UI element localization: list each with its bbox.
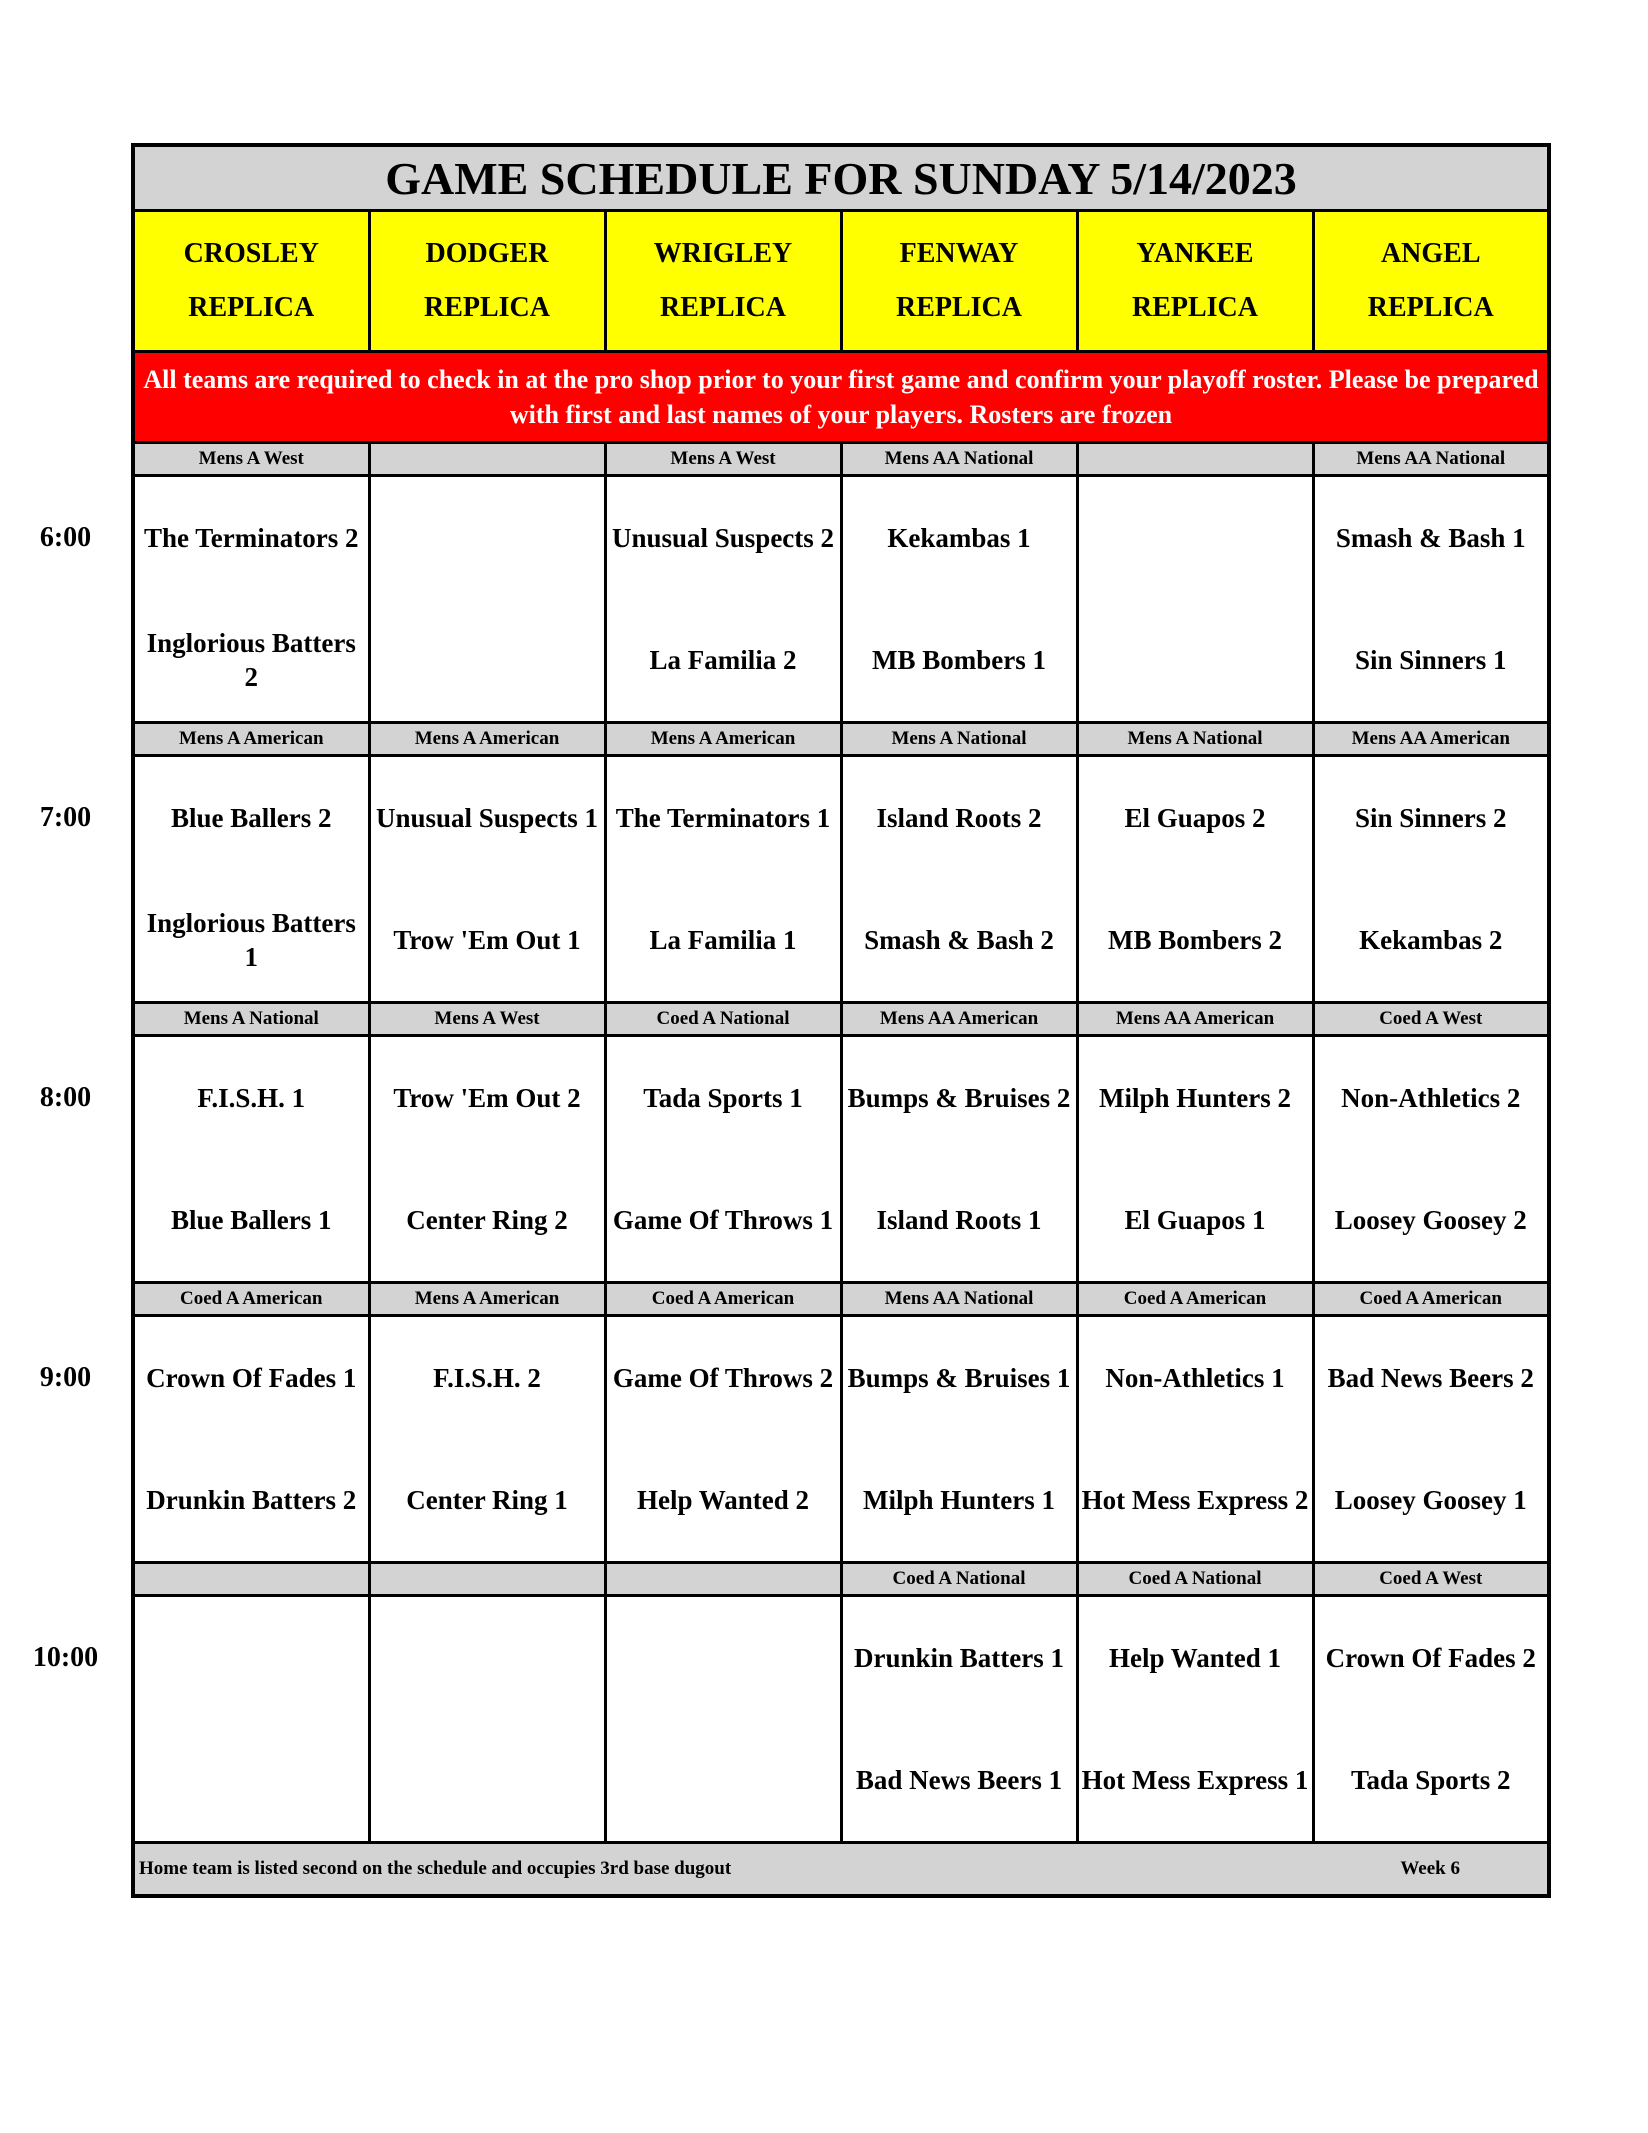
division-label: Mens AA National (1313, 443, 1549, 476)
division-label: Mens A West (133, 443, 369, 476)
division-label: Coed A West (1313, 1563, 1549, 1596)
game-cell (605, 1036, 841, 1283)
division-label: Mens A West (369, 1003, 605, 1036)
home-team: Smash & Bash 2 (864, 925, 1054, 955)
division-label (605, 1563, 841, 1596)
game-cell (369, 1316, 605, 1563)
game-cell (133, 756, 369, 1003)
division-label (133, 1563, 369, 1596)
field-name: ANGEL (1380, 238, 1481, 269)
home-team: Loosey Goosey 2 (1334, 1205, 1527, 1235)
away-team: Island Roots 2 (876, 803, 1042, 833)
game-row (133, 1316, 1549, 1563)
division-label (1077, 443, 1313, 476)
away-team: Non-Athletics 2 (1341, 1083, 1521, 1113)
away-team: Crown Of Fades 1 (146, 1363, 357, 1393)
away-team: Game Of Throws 2 (612, 1363, 834, 1393)
schedule-table (131, 143, 1551, 1898)
game-row (133, 1036, 1549, 1283)
footer-bar (133, 1843, 1549, 1897)
home-team: MB Bombers 1 (872, 645, 1046, 675)
home-team (135, 1719, 368, 1841)
game-cell (605, 1596, 841, 1843)
division-row (133, 443, 1549, 476)
away-team: The Terminators 2 (143, 523, 359, 553)
field-sub: REPLICA (423, 292, 550, 323)
game-cell (133, 1316, 369, 1563)
time-label: 6:00 (39, 522, 92, 553)
field-header (841, 211, 1077, 352)
game-cell (605, 476, 841, 723)
time-label: 7:00 (39, 802, 92, 833)
game-cell (133, 1036, 369, 1283)
away-team: F.I.S.H. 1 (197, 1083, 306, 1113)
division-label: Mens AA American (1313, 723, 1549, 756)
division-label: Mens A National (1077, 723, 1313, 756)
home-team: Hot Mess Express 1 (1081, 1765, 1309, 1795)
division-label: Mens AA National (841, 443, 1077, 476)
away-team: Kekambas 1 (887, 523, 1031, 553)
game-cell (369, 1596, 605, 1843)
away-team (1079, 477, 1312, 599)
game-cell (1077, 476, 1313, 723)
home-team: Inglorious Batters 1 (146, 908, 356, 972)
week-label: Week 6 (1400, 1858, 1460, 1879)
division-label (369, 443, 605, 476)
game-row (133, 1596, 1549, 1843)
home-team: Center Ring 2 (406, 1205, 568, 1235)
away-team: Sin Sinners 2 (1354, 803, 1507, 833)
division-label: Coed A West (1313, 1003, 1549, 1036)
field-header (369, 211, 605, 352)
game-cell (1313, 1316, 1549, 1563)
home-team (371, 599, 604, 721)
game-cell (841, 756, 1077, 1003)
time-label: 10:00 (32, 1642, 99, 1673)
field-name: YANKEE (1136, 238, 1254, 269)
home-team: MB Bombers 2 (1108, 925, 1282, 955)
home-team: Trow 'Em Out 1 (393, 925, 581, 955)
division-label: Mens AA American (1077, 1003, 1313, 1036)
field-name: CROSLEY (183, 238, 319, 269)
field-header (1313, 211, 1549, 352)
away-team: Tada Sports 1 (643, 1083, 803, 1113)
check-in-notice: All teams are required to check in at the pro shop prior to your first game and confirm your playoff roster. Please be prepared with first and last names of your players. Rosters are frozen (133, 352, 1549, 443)
field-name: FENWAY (899, 238, 1019, 269)
division-label: Mens A National (133, 1003, 369, 1036)
division-label: Mens A American (133, 723, 369, 756)
home-team: Hot Mess Express 2 (1081, 1485, 1309, 1515)
time-label: 8:00 (39, 1082, 92, 1113)
home-team: Bad News Beers 1 (855, 1765, 1063, 1795)
home-team (371, 1719, 604, 1841)
division-label: Coed A American (605, 1283, 841, 1316)
away-team: Blue Ballers 2 (171, 803, 332, 833)
field-header-row (133, 211, 1549, 352)
away-team: Smash & Bash 1 (1335, 523, 1526, 553)
home-team: Kekambas 2 (1359, 925, 1503, 955)
away-team: Crown Of Fades 2 (1325, 1643, 1536, 1673)
home-team: Tada Sports 2 (1350, 1765, 1511, 1795)
game-cell (1313, 756, 1549, 1003)
game-cell (605, 1316, 841, 1563)
away-team (371, 477, 604, 599)
away-team: Unusual Suspects 2 (611, 523, 835, 553)
game-cell (1077, 756, 1313, 1003)
home-team: Inglorious Batters 2 (146, 628, 356, 692)
away-team: Bad News Beers 2 (1327, 1363, 1534, 1393)
game-cell (841, 1316, 1077, 1563)
division-label: Mens AA National (841, 1283, 1077, 1316)
division-label: Coed A American (133, 1283, 369, 1316)
home-team: Loosey Goosey 1 (1334, 1485, 1527, 1515)
home-team: El Guapos 1 (1124, 1205, 1266, 1235)
division-label: Coed A National (841, 1563, 1077, 1596)
division-row (133, 1283, 1549, 1316)
field-sub: REPLICA (1367, 292, 1494, 323)
away-team (135, 1597, 368, 1719)
home-team: Help Wanted 2 (636, 1485, 810, 1515)
away-team: El Guapos 2 (1124, 803, 1266, 833)
game-row (133, 756, 1549, 1003)
schedule-sheet (131, 143, 1551, 1898)
field-header (133, 211, 369, 352)
home-team: Blue Ballers 1 (171, 1205, 332, 1235)
field-sub: REPLICA (1131, 292, 1258, 323)
division-label: Coed A American (1313, 1283, 1549, 1316)
game-cell (1313, 1036, 1549, 1283)
game-cell (1077, 1036, 1313, 1283)
division-label: Coed A National (1077, 1563, 1313, 1596)
time-label: 9:00 (39, 1362, 92, 1393)
away-team: Help Wanted 1 (1108, 1643, 1282, 1673)
game-cell (369, 756, 605, 1003)
away-team: Drunkin Batters 1 (853, 1643, 1064, 1673)
home-team-note: Home team is listed second on the schedule and occupies 3rd base dugout (139, 1858, 732, 1879)
game-cell (841, 1036, 1077, 1283)
home-team (1079, 599, 1312, 721)
away-team: Bumps & Bruises 1 (847, 1363, 1071, 1393)
home-team: Sin Sinners 1 (1354, 645, 1507, 675)
game-cell (841, 1596, 1077, 1843)
field-name: WRIGLEY (653, 238, 793, 269)
division-row (133, 1003, 1549, 1036)
division-label: Mens A National (841, 723, 1077, 756)
division-label: Coed A National (605, 1003, 841, 1036)
game-cell (133, 1596, 369, 1843)
game-cell (133, 476, 369, 723)
away-team: Trow 'Em Out 2 (393, 1083, 581, 1113)
field-sub: REPLICA (188, 292, 315, 323)
division-label: Mens A American (369, 1283, 605, 1316)
away-team: The Terminators 1 (615, 803, 831, 833)
division-row (133, 1563, 1549, 1596)
game-cell (605, 756, 841, 1003)
field-header (605, 211, 841, 352)
division-label: Mens A American (369, 723, 605, 756)
away-team (371, 1597, 604, 1719)
home-team: Milph Hunters 1 (862, 1485, 1056, 1515)
home-team: La Familia 2 (649, 645, 797, 675)
home-team (607, 1719, 840, 1841)
away-team: F.I.S.H. 2 (433, 1363, 541, 1393)
schedule-title: GAME SCHEDULE FOR SUNDAY 5/14/2023 (133, 145, 1549, 211)
division-label: Mens AA American (841, 1003, 1077, 1036)
game-cell (1313, 476, 1549, 723)
home-team: La Familia 1 (649, 925, 797, 955)
away-team: Unusual Suspects 1 (375, 803, 599, 833)
game-cell (841, 476, 1077, 723)
division-label (369, 1563, 605, 1596)
home-team: Center Ring 1 (406, 1485, 568, 1515)
division-label: Mens A American (605, 723, 841, 756)
away-team: Milph Hunters 2 (1098, 1083, 1292, 1113)
game-cell (1077, 1596, 1313, 1843)
home-team: Drunkin Batters 2 (146, 1485, 357, 1515)
field-header (1077, 211, 1313, 352)
game-cell (1313, 1596, 1549, 1843)
game-cell (369, 476, 605, 723)
field-sub: REPLICA (895, 292, 1022, 323)
away-team: Bumps & Bruises 2 (847, 1083, 1071, 1113)
game-cell (369, 1036, 605, 1283)
field-sub: REPLICA (659, 292, 786, 323)
division-row (133, 723, 1549, 756)
home-team: Island Roots 1 (876, 1205, 1042, 1235)
division-label: Mens A West (605, 443, 841, 476)
field-name: DODGER (425, 238, 549, 269)
division-label: Coed A American (1077, 1283, 1313, 1316)
game-row (133, 476, 1549, 723)
game-cell (1077, 1316, 1313, 1563)
home-team: Game Of Throws 1 (612, 1205, 834, 1235)
away-team: Non-Athletics 1 (1105, 1363, 1285, 1393)
away-team (607, 1597, 840, 1719)
